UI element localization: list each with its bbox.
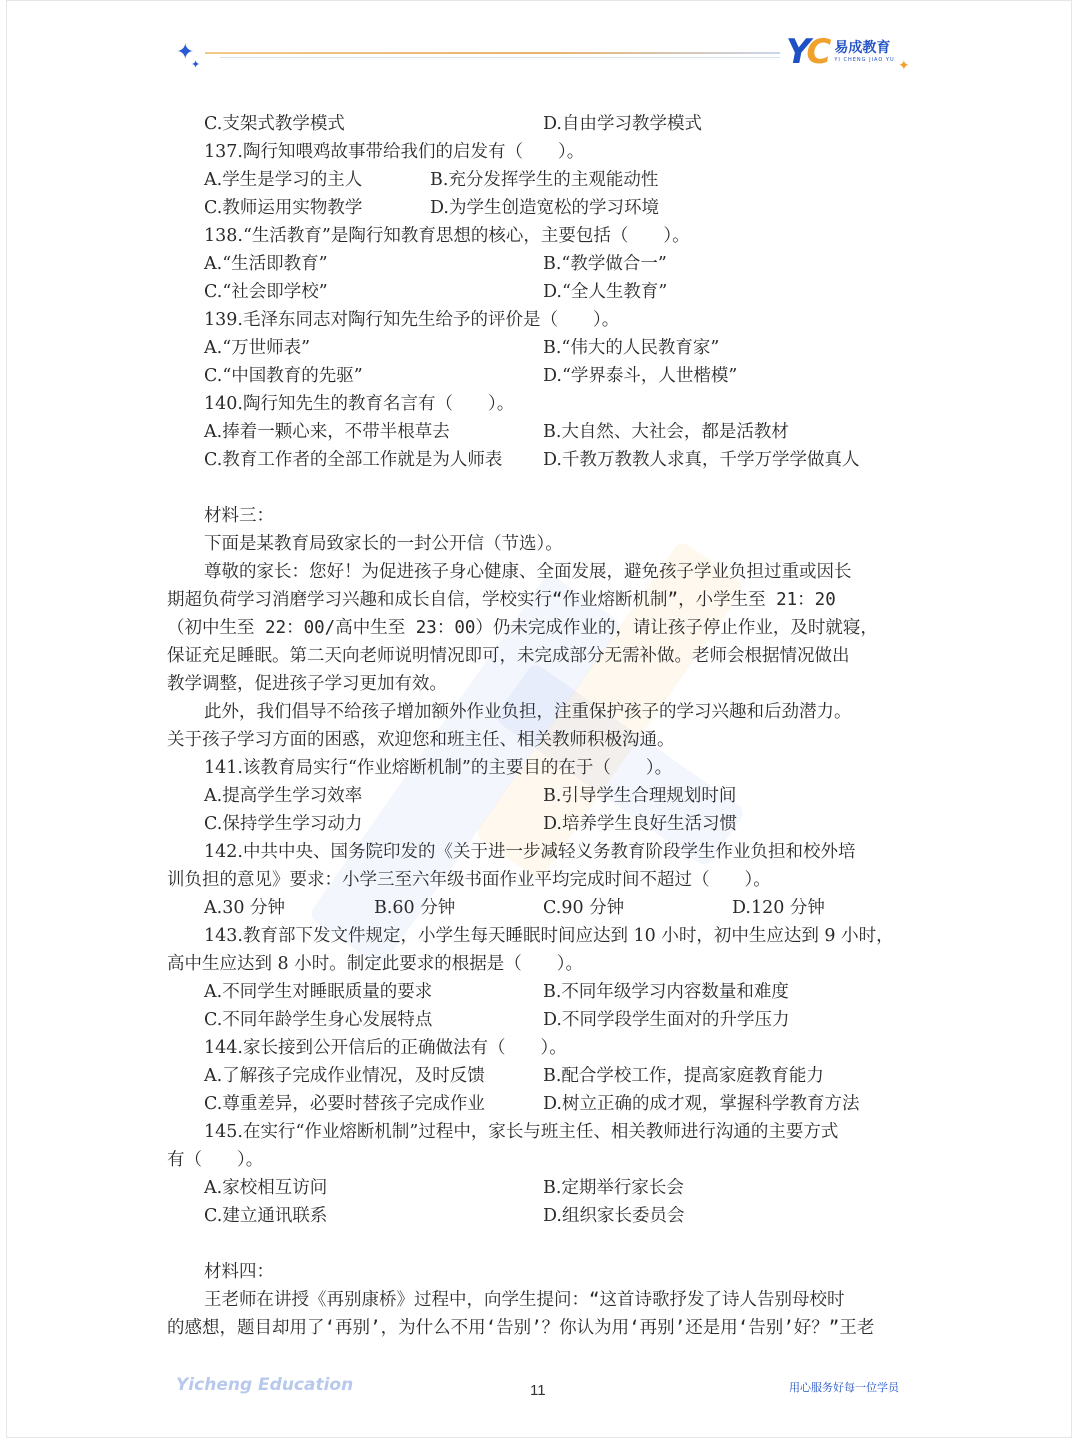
material4-line: 王老师在讲授《再别康桥》过程中，向学生提问：“这首诗歌抒发了诗人告别母校时 xyxy=(204,1290,845,1310)
sparkle-icon: ✦ xyxy=(176,40,195,65)
q138-option-d: D.“全人生教育” xyxy=(543,282,668,302)
material3-paragraph1-line: 教学调整，促进孩子学习更加有效。 xyxy=(167,674,447,694)
q142-option-b: B.60 分钟 xyxy=(374,898,456,918)
q143-option-b: B.不同年级学习内容数量和难度 xyxy=(543,982,789,1002)
q141-option-a: A.提高学生学习效率 xyxy=(204,786,363,806)
q142-option-a: A.30 分钟 xyxy=(204,898,286,918)
q144-option-a: A.了解孩子完成作业情况，及时反馈 xyxy=(204,1066,485,1086)
page-number: 11 xyxy=(530,1382,546,1399)
q142-stem-line2: 训负担的意见》要求：小学三至六年级书面作业平均完成时间不超过（ ）。 xyxy=(167,870,771,890)
q138-stem: 138.“生活教育”是陶行知教育思想的核心，主要包括（ ）。 xyxy=(204,226,690,246)
material3-paragraph2-line: 关于孩子学习方面的困惑，欢迎您和班主任、相关教师积极沟通。 xyxy=(167,730,675,750)
q138-option-a: A.“生活即教育” xyxy=(204,254,328,274)
material4-line: 的感想，题目却用了‘再别’，为什么不用‘告别’？你认为用‘再别’还是用‘告别’好？”王老 xyxy=(167,1318,875,1338)
q143-option-d: D.不同学段学生面对的升学压力 xyxy=(543,1010,790,1030)
q137-option-d: D.为学生创造宽松的学习环境 xyxy=(430,198,659,218)
q142-stem-line1: 142.中共中央、国务院印发的《关于进一步减轻义务教育阶段学生作业负担和校外培 xyxy=(204,842,856,862)
q137-option-c: C.教师运用实物教学 xyxy=(204,198,363,218)
q143-option-a: A.不同学生对睡眠质量的要求 xyxy=(204,982,433,1002)
q144-option-b: B.配合学校工作，提高家庭教育能力 xyxy=(543,1066,824,1086)
footer-slogan: 用心服务好每一位学员 xyxy=(789,1381,899,1394)
q144-stem: 144.家长接到公开信后的正确做法有（ ）。 xyxy=(204,1038,567,1058)
material3-paragraph1-line: （初中生至 22：00/高中生至 23：00）仍未完成作业的，请让孩子停止作业，及时就寝， xyxy=(167,618,878,638)
q140-option-b: B.大自然、大社会，都是活教材 xyxy=(543,422,789,442)
q145-stem-line1: 145.在实行“作业熔断机制”过程中，家长与班主任、相关教师进行沟通的主要方式 xyxy=(204,1122,839,1142)
q145-option-a: A.家校相互访问 xyxy=(204,1178,328,1198)
q139-option-d: D.“学界泰斗，人世楷模” xyxy=(543,366,738,386)
q141-option-d: D.培养学生良好生活习惯 xyxy=(543,814,737,834)
q139-option-b: B.“伟大的人民教育家” xyxy=(543,338,720,358)
q137-option-b: B.充分发挥学生的主观能动性 xyxy=(430,170,659,190)
q140-option-c: C.教育工作者的全部工作就是为人师表 xyxy=(204,450,503,470)
q139-option-c: C.“中国教育的先驱” xyxy=(204,366,363,386)
q145-stem-line2: 有（ ）。 xyxy=(167,1150,264,1170)
q138-option-c: C.“社会即学校” xyxy=(204,282,328,302)
logo-text xyxy=(834,40,894,64)
q141-option-c: C.保持学生学习动力 xyxy=(204,814,363,834)
q145-option-b: B.定期举行家长会 xyxy=(543,1178,684,1198)
q136-option-d: D.自由学习教学模式 xyxy=(543,114,702,134)
footer-brand: Yicheng Education xyxy=(176,1375,354,1395)
logo-mark: YC xyxy=(786,32,829,72)
q137-option-a: A.学生是学习的主人 xyxy=(204,170,363,190)
material3-paragraph1-line: 保证充足睡眠。第二天向老师说明情况即可，未完成部分无需补做。老师会根据情况做出 xyxy=(167,646,850,666)
q144-option-d: D.树立正确的成才观，掌握科学教育方法 xyxy=(543,1094,860,1114)
material3-paragraph1-line: 期超负荷学习消磨学习兴趣和成长自信，学校实行“作业熔断机制”，小学生至 21：20 xyxy=(167,590,836,610)
q137-stem: 137.陶行知喂鸡故事带给我们的启发有（ ）。 xyxy=(204,142,585,162)
q141-option-b: B.引导学生合理规划时间 xyxy=(543,786,737,806)
q142-option-d: D.120 分钟 xyxy=(732,898,825,918)
q138-option-b: B.“教学做合一” xyxy=(543,254,667,274)
q140-option-d: D.千教万教教人求真，千学万学学做真人 xyxy=(543,450,860,470)
logo-chinese-name: 易成教育 xyxy=(834,40,891,56)
material4-title: 材料四： xyxy=(204,1262,274,1282)
q136-option-c: C.支架式教学模式 xyxy=(204,114,345,134)
q142-option-c: C.90 分钟 xyxy=(543,898,625,918)
brand-logo xyxy=(786,34,895,70)
q141-stem: 141.该教育局实行“作业熔断机制”的主要目的在于（ ）。 xyxy=(204,758,673,778)
header-divider xyxy=(205,52,780,54)
q145-option-c: C.建立通讯联系 xyxy=(204,1206,328,1226)
q143-stem-line1: 143.教育部下发文件规定，小学生每天睡眠时间应达到 10 小时，初中生应达到 9 小时， xyxy=(204,926,894,946)
logo-pinyin: YI CHENG JIAO YU xyxy=(834,57,895,63)
q140-option-a: A.捧着一颗心来，不带半根草去 xyxy=(204,422,450,442)
q143-stem-line2: 高中生应达到 8 小时。制定此要求的根据是（ ）。 xyxy=(167,954,584,974)
q144-option-c: C.尊重差异，必要时替孩子完成作业 xyxy=(204,1094,485,1114)
material3-paragraph2-line: 此外，我们倡导不给孩子增加额外作业负担，注重保护孩子的学习兴趣和后劲潜力。 xyxy=(204,702,852,722)
material3-intro: 下面是某教育局致家长的一封公开信（节选）。 xyxy=(204,534,563,554)
q143-option-c: C.不同年龄学生身心发展特点 xyxy=(204,1010,433,1030)
q139-stem: 139.毛泽东同志对陶行知先生给予的评价是（ ）。 xyxy=(204,310,620,330)
q145-option-d: D.组织家长委员会 xyxy=(543,1206,685,1226)
material3-title: 材料三： xyxy=(204,506,274,526)
header-divider-secondary xyxy=(220,57,780,58)
sparkle-orange-icon: ✦ xyxy=(898,58,910,74)
sparkle-small-icon: ✦ xyxy=(191,58,201,71)
material3-paragraph1-line: 尊敬的家长：您好！为促进孩子身心健康、全面发展，避免孩子学业负担过重或因长 xyxy=(204,562,852,582)
q140-stem: 140.陶行知先生的教育名言有（ ）。 xyxy=(204,394,515,414)
q139-option-a: A.“万世师表” xyxy=(204,338,311,358)
